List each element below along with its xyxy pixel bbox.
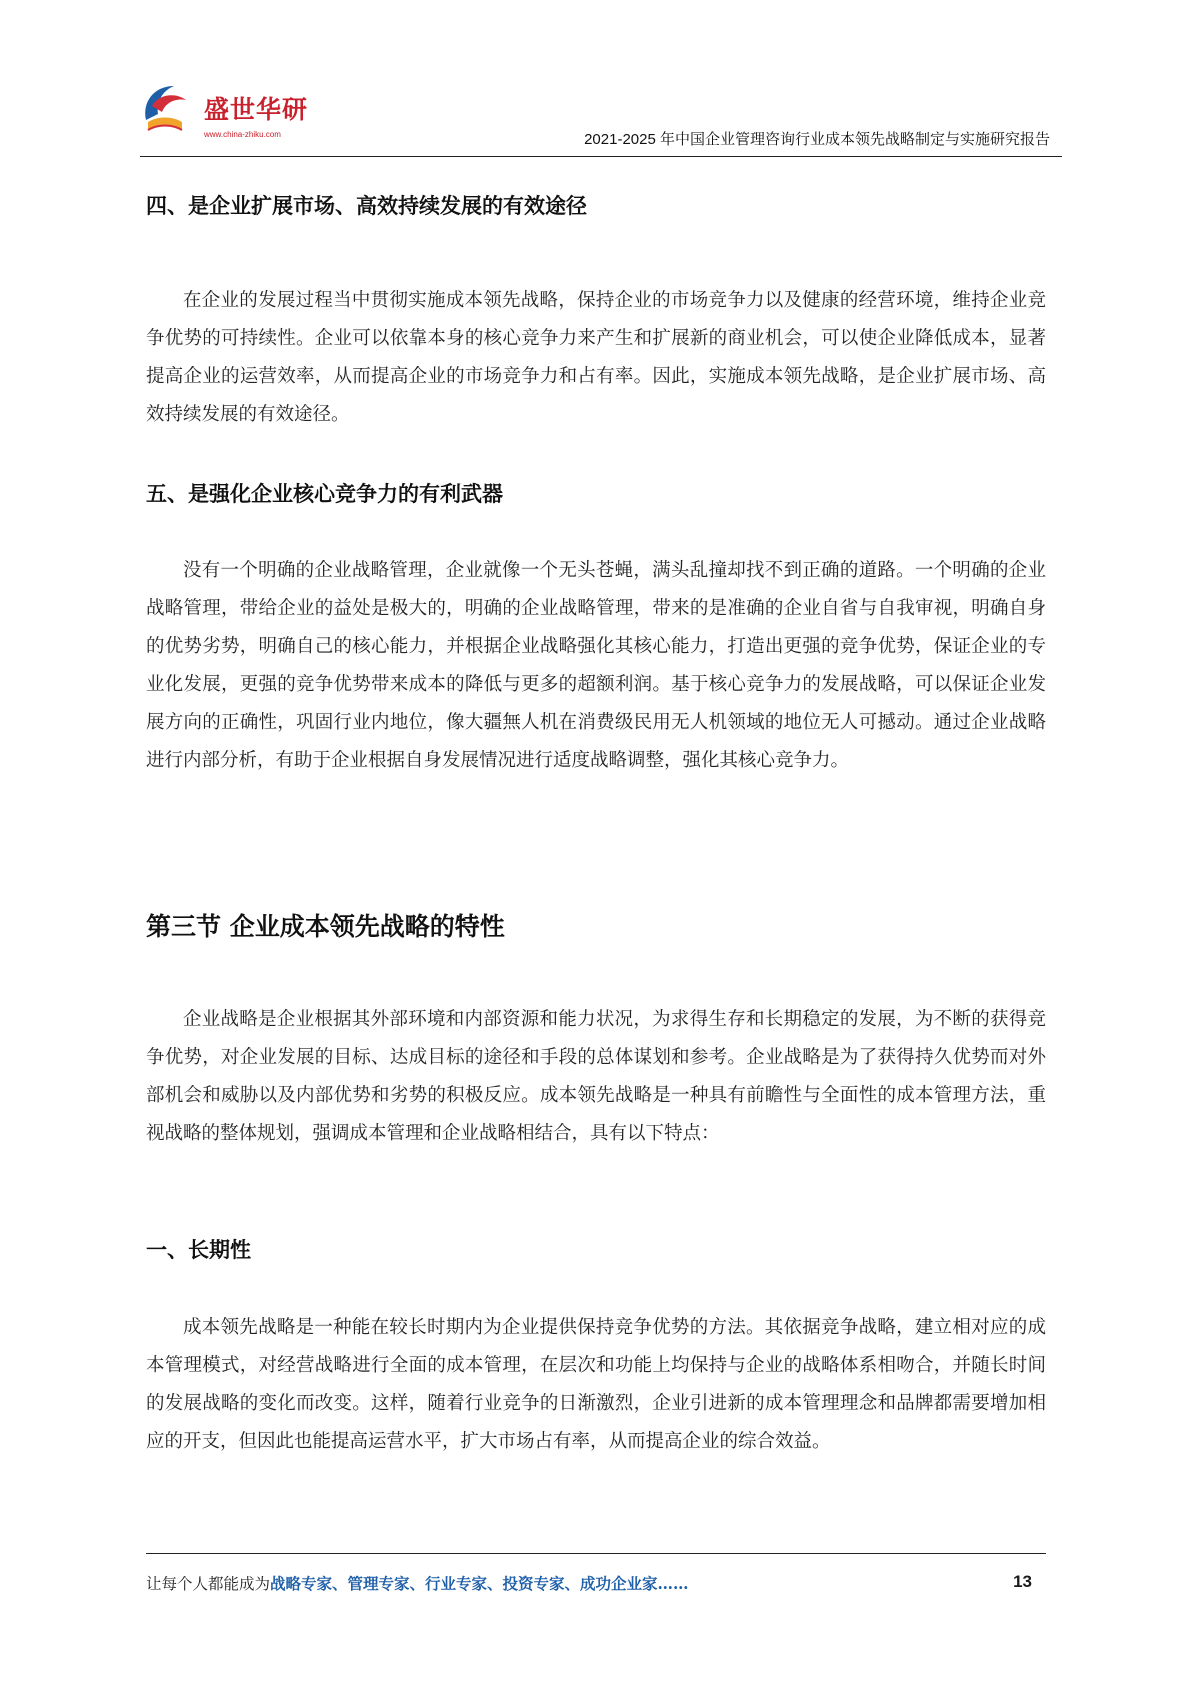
header-divider: [140, 156, 1062, 157]
section-paragraph-5: 没有一个明确的企业战略管理，企业就像一个无头苍蝇，满头乱撞却找不到正确的道路。一个明确的企业战略管理，带给企业的益处是极大的，明确的企业战略管理，带来的是准确的企业自省与自我审视，明确自身的优势劣势，明确自己的核心能力，并根据企业战略强化其核心能力，打造出更强的竞争优势，保证企业的专业化发展，更强的竞争优势带来成本的降低与更多的超额利润。基于核心竞争力的发展战略，可以保证企业发展方向的正确性，巩固行业内地位，像大疆無人机在消费级民用无人机领域的地位无人可撼动。通过企业战略进行内部分析，有助于企业根据自身发展情况进行适度战略调整，强化其核心竞争力。: [146, 560, 1046, 771]
footer-slogan-prefix: 让每个人都能成为: [146, 1575, 271, 1593]
section-paragraph-4: 在企业的发展过程当中贯彻实施成本领先战略，保持企业的市场竞争力以及健康的经营环境，维持企业竞争优势的可持续性。企业可以依靠本身的核心竞争力来产生和扩展新的商业机会，可以使企业降低成本，显著提高企业的运营效率，从而提高企业的市场竞争力和占有率。因此，实施成本领先战略，是企业扩展市场、高效持续发展的有效途径。: [146, 290, 1046, 425]
subsection-paragraph: 成本领先战略是一种能在较长时期内为企业提供保持竞争优势的方法。其依据竞争战略，建立相对应的成本管理模式，对经营战略进行全面的成本管理，在层次和功能上均保持与企业的战略体系相吻合，并随长时间的发展战略的变化而改变。这样，随着行业竞争的日渐激烈，企业引进新的成本管理理念和品牌都需要增加相应的开支，但因此也能提高运营水平，扩大市场占有率，从而提高企业的综合效益。: [146, 1317, 1046, 1452]
section-heading-5: 五、是强化企业核心竞争力的有利武器: [146, 482, 503, 506]
page-number: 13: [1013, 1572, 1032, 1591]
company-logo: [140, 80, 330, 150]
logo-emblem-icon: [132, 76, 202, 146]
logo-text: 盛世华研: [204, 95, 309, 124]
chapter-heading: 第三节 企业成本领先战略的特性: [146, 912, 505, 941]
logo-url: www.china-zhiku.com: [204, 130, 281, 139]
footer-slogan-highlight: 战略专家、管理专家、行业专家、投资专家、成功企业家……: [270, 1574, 689, 1593]
footer-divider: [146, 1553, 1046, 1554]
page-footer: [146, 1572, 1046, 1598]
page-header: [140, 80, 1062, 158]
report-title: 2021-2025 年中国企业管理咨询行业成本领先战略制定与实施研究报告: [584, 131, 1050, 148]
section-heading-4: 四、是企业扩展市场、高效持续发展的有效途径: [146, 194, 587, 218]
chapter-paragraph: 企业战略是企业根据其外部环境和内部资源和能力状况，为求得生存和长期稳定的发展，为不断的获得竞争优势，对企业发展的目标、达成目标的途径和手段的总体谋划和参考。企业战略是为了获得持久优势而对外部机会和威胁以及内部优势和劣势的积极反应。成本领先战略是一种具有前瞻性与全面性的成本管理方法，重视战略的整体规划，强调成本管理和企业战略相结合，具有以下特点：: [146, 1009, 1046, 1144]
subsection-heading: 一、长期性: [146, 1238, 251, 1262]
